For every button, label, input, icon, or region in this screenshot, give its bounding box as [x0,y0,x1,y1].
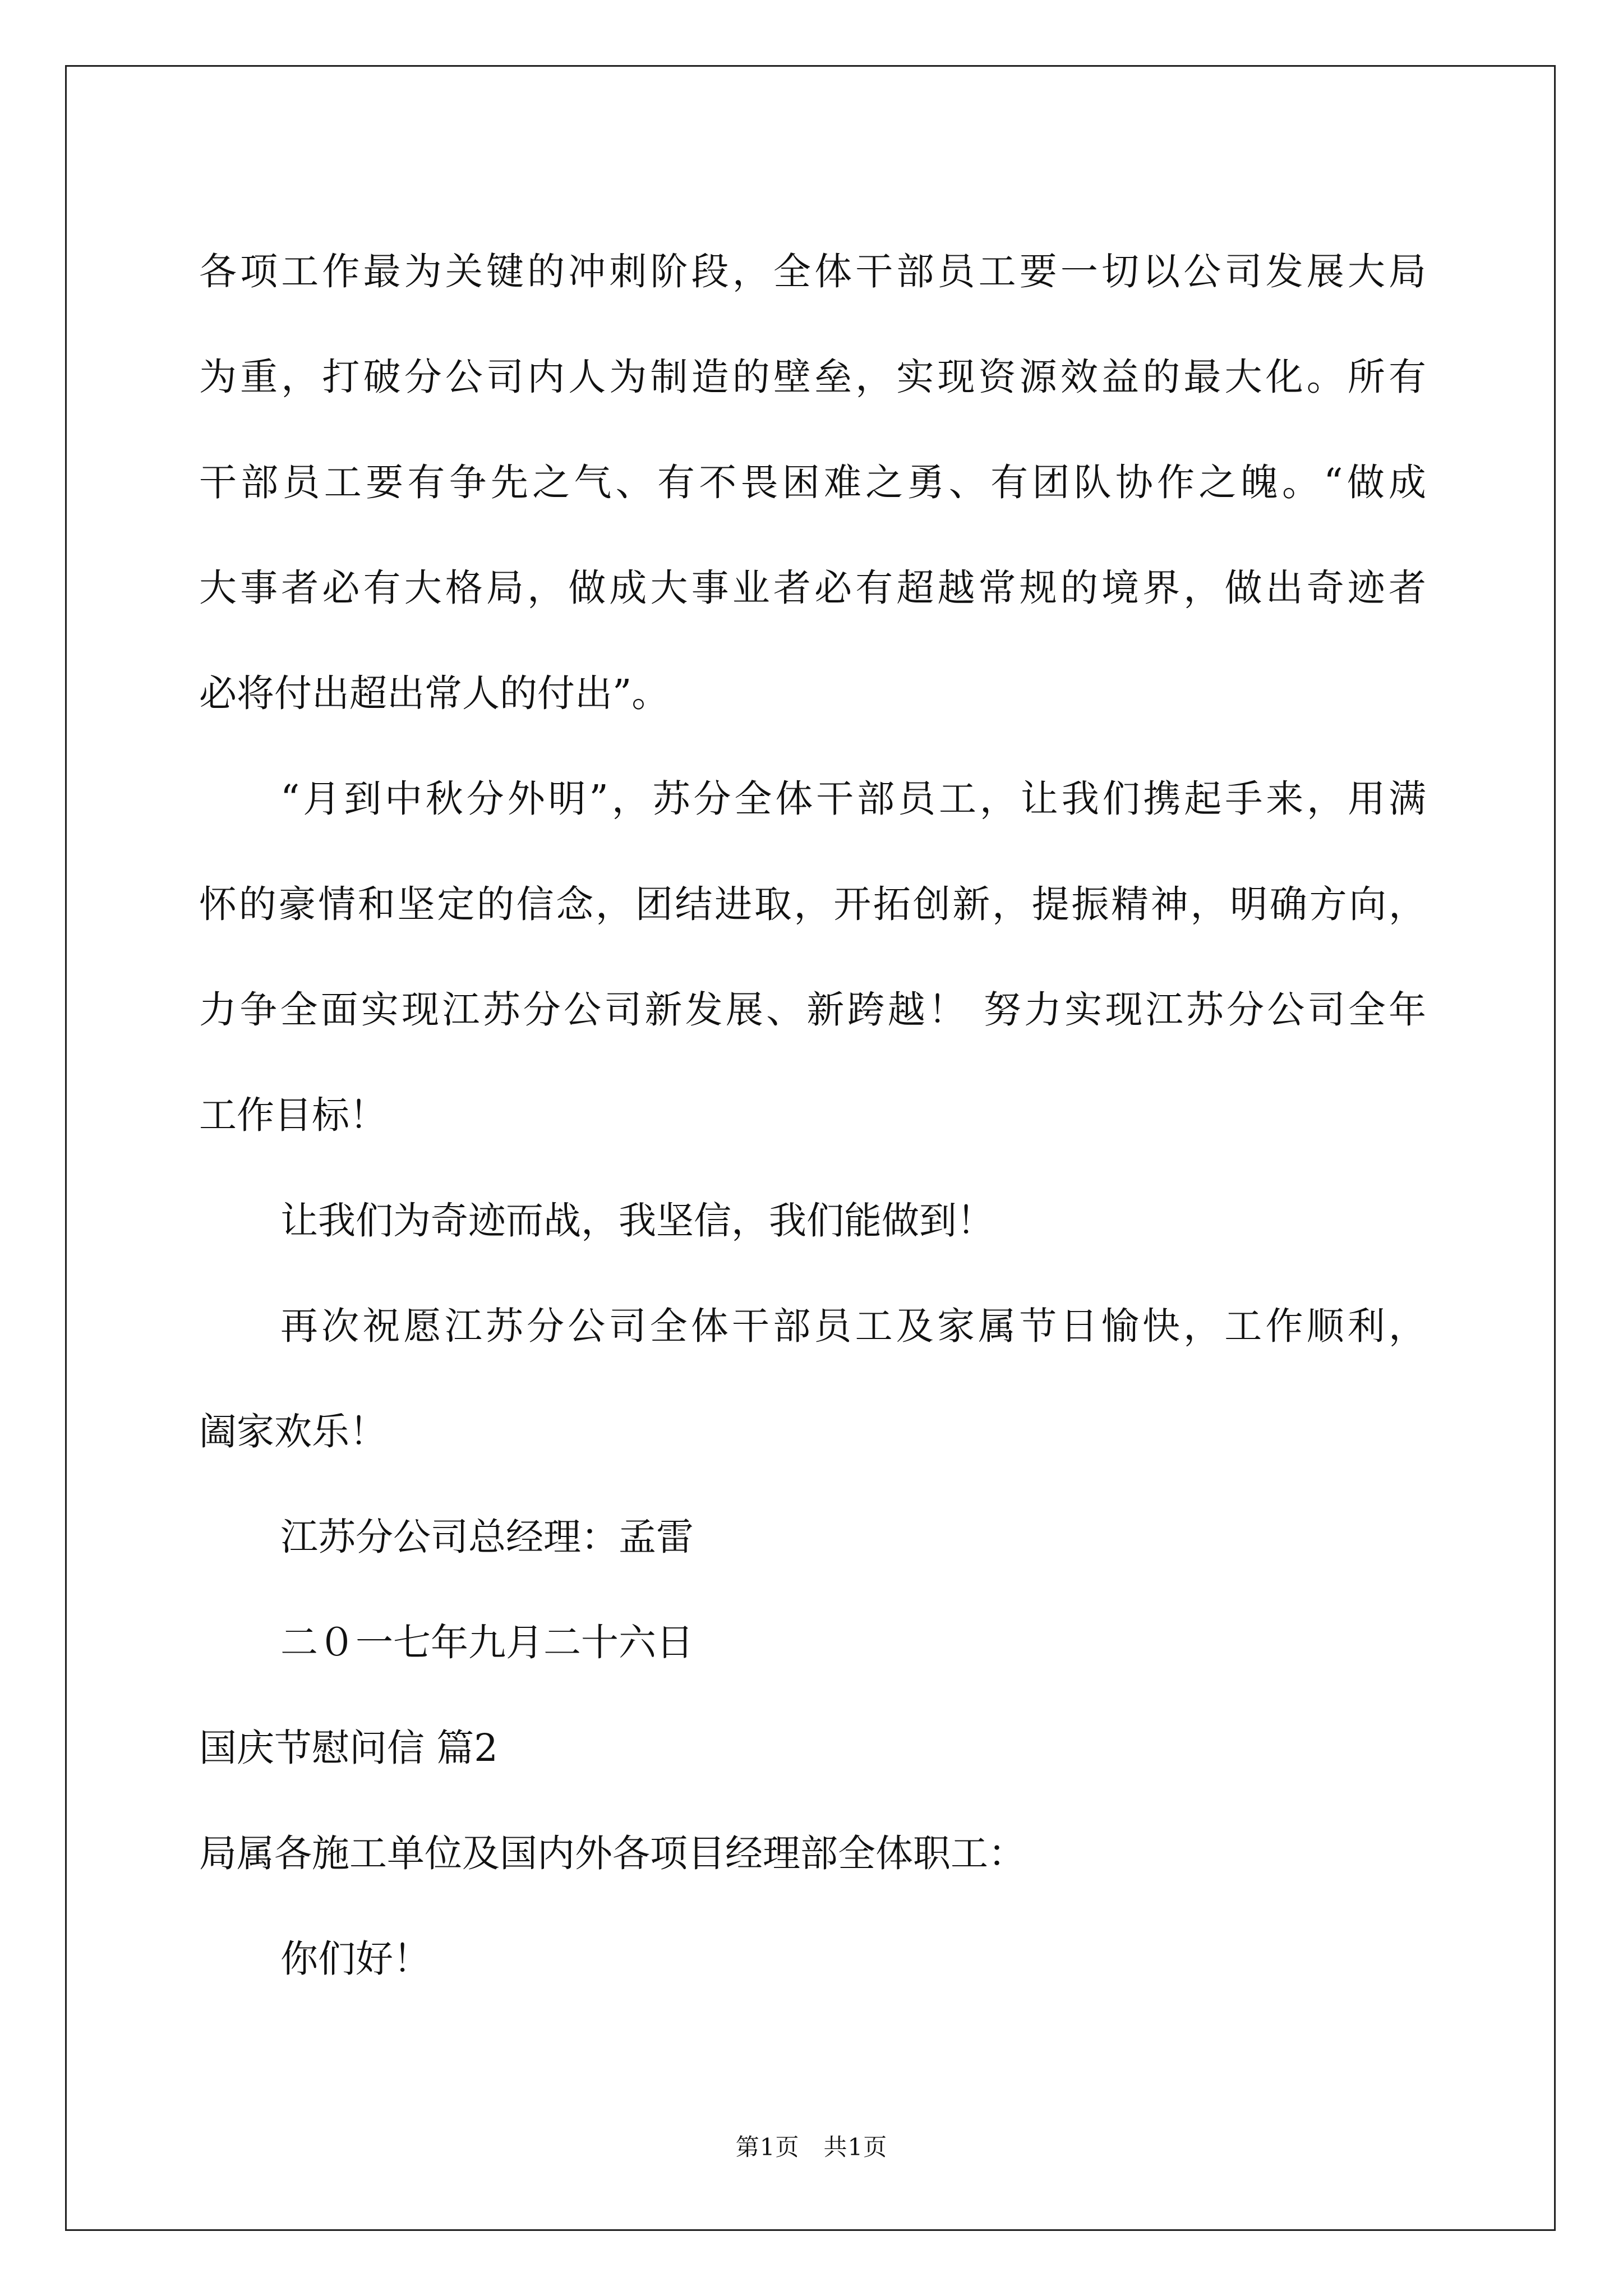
text-line: “月到中秋分外明”，苏分全体干部员工，让我们携起手来，用满 [280,777,1426,821]
text-line: 为重，打破分公司内人为制造的壁垒，实现资源效益的最大化。所有 [199,355,1426,399]
paragraph [199,1590,1426,1695]
paragraph [199,1273,1426,1484]
text-line: 必将付出超出常人的付出”。 [199,671,670,715]
text-line: 各项工作最为关键的冲刺阶段，全体干部员工要一切以公司发展大局 [199,250,1426,293]
paragraph [199,1168,1426,1273]
text-line: 局属各施工单位及国内外各项目经理部全体职工： [199,1832,1026,1875]
text-line: 阖家欢乐！ [199,1410,387,1453]
text-line: 大事者必有大格局，做成大事业者必有超越常规的境界，做出奇迹者 [199,566,1426,610]
paragraph [199,1906,1426,2012]
paragraph [199,1801,1426,1906]
text-line: 你们好！ [280,1937,431,1981]
text-line: 江苏分公司总经理：孟雷 [280,1515,694,1559]
paragraph [199,1484,1426,1590]
document-body [199,219,1426,2012]
text-line: 国庆节慰问信 篇2 [199,1726,498,1770]
text-line: 二０一七年九月二十六日 [280,1621,694,1664]
text-line: 再次祝愿江苏分公司全体干部员工及家属节日愉快，工作顺利， [280,1304,1426,1348]
page-footer: 第1页 共1页 [735,2133,888,2161]
paragraph [199,219,1426,746]
text-line: 干部员工要有争先之气、有不畏困难之勇、有团队协作之魄。“做成 [199,461,1426,504]
paragraph [199,1695,1426,1801]
text-line: 怀的豪情和坚定的信念，团结进取，开拓创新，提振精神，明确方向， [199,882,1426,926]
text-line: 工作目标！ [199,1093,387,1137]
text-line: 让我们为奇迹而战，我坚信，我们能做到！ [280,1199,994,1243]
paragraph [199,746,1426,1168]
text-line: 力争全面实现江苏分公司新发展、新跨越！ 努力实现江苏分公司全年 [199,988,1426,1032]
